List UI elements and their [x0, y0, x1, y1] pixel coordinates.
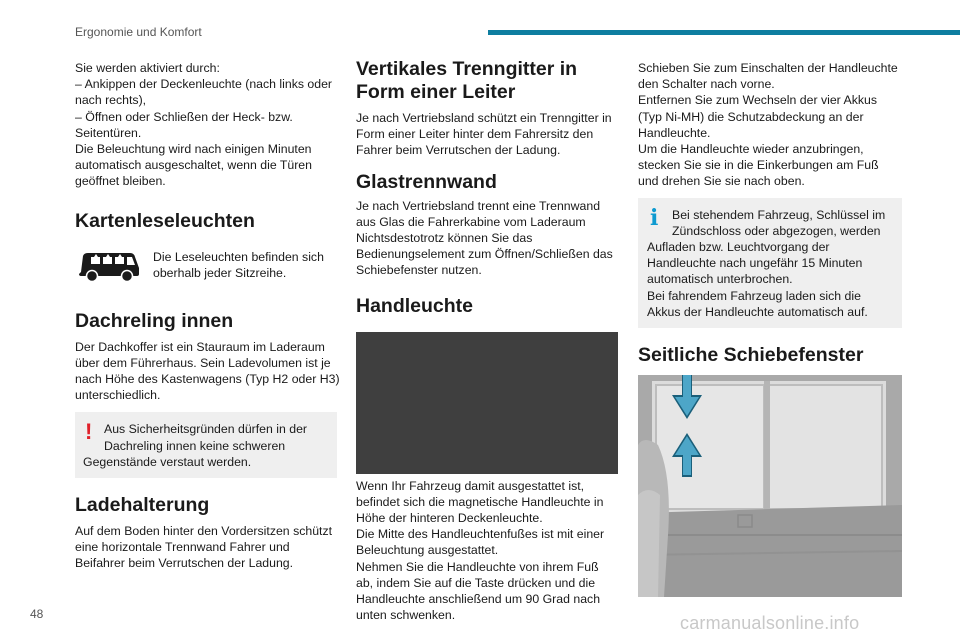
kartenleseleuchten-row — [75, 248, 341, 284]
handleuchte-image — [356, 332, 618, 474]
ladehalterung-text: Auf dem Boden hinter den Vordersitzen schützt eine horizontale Trennwand Fahrer und Beifahrer beim Verrutschen der Ladung. — [75, 524, 333, 571]
heading-kartenleseleuchten: Kartenleseleuchten — [75, 209, 255, 232]
handleuchte-text: Wenn Ihr Fahrzeug damit ausgestattet ist, befindet sich die magnetische Handleuchte in Höhe der hinteren Deckenleuchte. Die Mitte des Handleuchtenfußes ist mit einer Beleuchtung ausgestattet. Nehmen Sie die Handleuchte von ihrem Fuß ab, indem Sie auf die Taste drücken und die Handleuchte anschließend um 90 Grad nach unten schwenken. — [356, 478, 605, 623]
info-icon: i — [650, 204, 659, 231]
sliding-window-illustration — [638, 375, 902, 597]
watermark: carmanualsonline.info — [680, 613, 860, 633]
van-icon — [77, 248, 141, 284]
warning-note — [75, 412, 337, 478]
header-section-title: Ergonomie und Komfort — [75, 25, 202, 39]
handleuchte-continued-text: Schieben Sie zum Einschalten der Handleuchte den Schalter nach vorne. Entfernen Sie zum Wechseln der vier Akkus (Typ Ni-MH) die Schutzabdeckung an der Handleuchte. Um die Handleuchte wieder anzubringen, stecken Sie sie in die Einkerbungen am Fuß und drehen Sie sie nach oben. — [638, 61, 898, 189]
info-note — [638, 198, 902, 328]
heading-dachreling: Dachreling innen — [75, 309, 234, 332]
column-left — [75, 60, 341, 572]
kartenleseleuchten-text: Die Leseleuchten befinden sich oberhalb jeder Sitzreihe. — [153, 249, 324, 280]
warning-text-first: Aus Sicherheitsgründen dürfen in der Dachreling innen keine schweren — [104, 422, 308, 453]
heading-handleuchte: Handleuchte — [356, 294, 474, 317]
warning-text-rest: Gegenstände verstaut werden. — [83, 454, 252, 469]
page-number: 48 — [30, 607, 44, 621]
heading-ladehalterung: Ladehalterung — [75, 494, 210, 517]
intro-text: Sie werden aktiviert durch: – Ankippen der Deckenleuchte (nach links oder nach rechts), – Öffnen oder Schließen der Heck- bzw. Seitentüren. Die Beleuchtung wird nach einigen Minuten automatisch ausgeschaltet, wenn die Türen geöffnet bleiben. — [75, 61, 333, 189]
header-accent-bar — [488, 30, 960, 35]
column-right — [638, 60, 902, 597]
heading-trenngitter: Vertikales Trenngitter in Form einer Leiter — [356, 58, 578, 103]
trenngitter-text: Je nach Vertriebsland schützt ein Trenngitter in Form einer Leiter hinter dem Fahrersitz den Fahrer beim Verrutschen der Ladung. — [356, 111, 612, 158]
glastrennwand-text: Je nach Vertriebsland trennt eine Trennwand aus Glas die Fahrerkabine vom Laderaum Nichtsdestotrotz können Sie das Bedienungselement zum Öffnen/Schließen das Schiebefenster nutzen. — [356, 198, 613, 278]
column-middle — [356, 58, 618, 623]
schiebefenster-image — [638, 375, 902, 597]
warning-icon: ! — [85, 419, 93, 445]
info-text-first: Bei stehendem Fahrzeug, Schlüssel im Zündschloss oder abgezogen, werden — [672, 207, 886, 238]
info-text-rest: Aufladen bzw. Leuchtvorgang der Handleuchte nach ungefähr 15 Minuten automatisch unterbrochen. Bei fahrendem Fahrzeug laden sich die Akkus der Handleuchte automatisch auf. — [647, 240, 868, 319]
heading-schiebefenster: Seitliche Schiebefenster — [638, 344, 864, 367]
heading-glastrennwand: Glastrennwand — [356, 170, 497, 193]
dachreling-text: Der Dachkoffer ist ein Stauraum im Laderaum über dem Führerhaus. Sein Ladevolumen ist je nach Höhe des Kastenwagens (Typ H2 oder H3) unterschiedlich. — [75, 339, 340, 403]
